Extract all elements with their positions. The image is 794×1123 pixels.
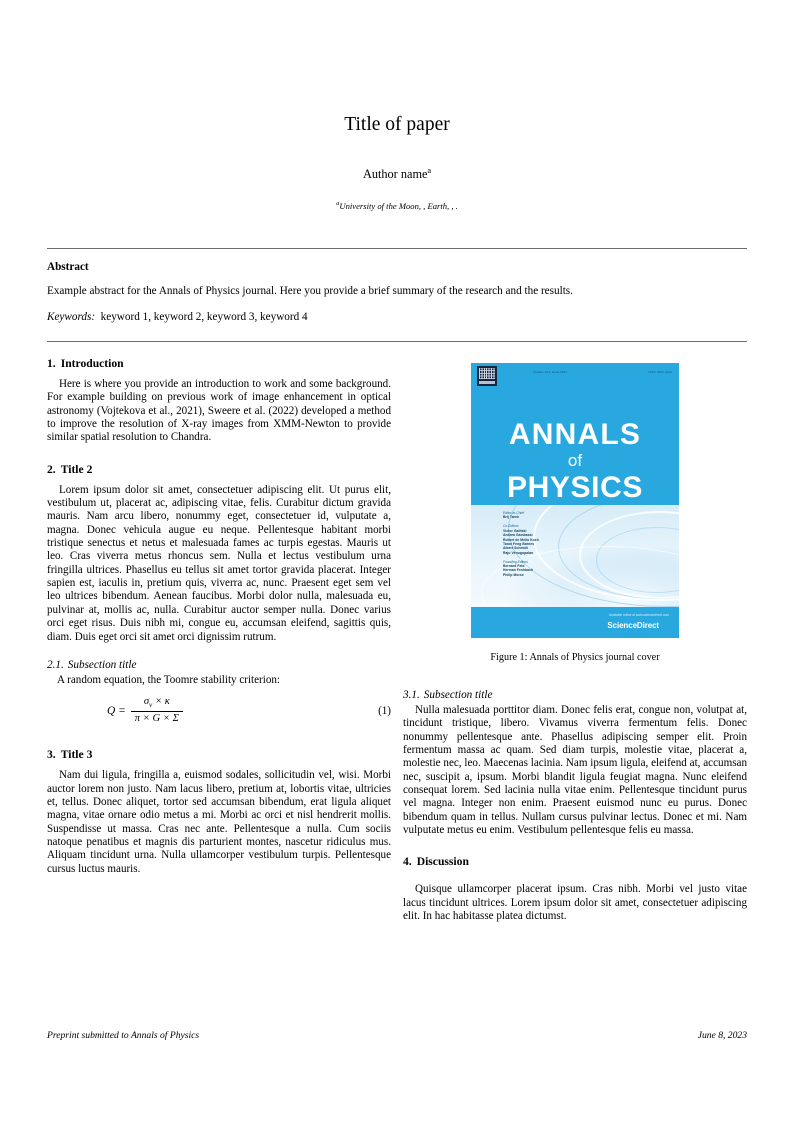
subsection-heading-3-1 [403, 688, 747, 702]
spacer [47, 445, 391, 463]
editor-group-label: Founding Editors [503, 559, 528, 564]
author-line [47, 166, 747, 182]
elsevier-tree-glyph [479, 368, 495, 379]
footer-left-text: Preprint submitted to Annals of Physics [47, 1030, 200, 1041]
editor-name: Brij Tarek [503, 515, 519, 520]
editor-name: Raju Venugopalan [503, 550, 534, 555]
sciencedirect-logo: ScienceDirect [607, 621, 659, 630]
paragraph-title2: Lorem ipsum dolor sit amet, consectetuer adipiscing elit. Ut purus elit, vestibulum ut, placerat ac, adipiscing vitae, felis. Curabitur dictum gravida mauris. Nam arcu libero, nonummy eget, consectetuer id, vulputate a, magna. Donec vehicula augue eu neque. Pellentesque habitant morbi tristique senectus et netus et malesuada fames ac turpis egestas. Mauris ut leo. Cras viverra metus rhoncus sem. Nulla et lectus vestibulum urna fringilla ultrices. Phasellus eu tellus sit amet tortor gravida placerat. Integer sapien est, iaculis in, pretium quis, viverra ac, nunc. Praesent eget sem vel leo ultrices bibendum. Aenean faucibus. Morbi dolor nulla, malesuada eu, pulvinar at, mollis ac, nulla. Curabitur auctor semper nulla. Donec varius orci eget risus. Duis nibh mi, congue eu, accumsan eleifend, sagittis quis, diam. Duis eget orci sit amet orci dignissim rutrum. [47, 483, 391, 643]
cover-title-line3: PHYSICS [507, 471, 643, 504]
editor-group-label: Editor-in-Chief [503, 511, 525, 515]
editor-group [503, 524, 539, 555]
editor-name: Philip Morse [503, 572, 524, 577]
right-column [403, 688, 747, 923]
spacer [47, 644, 391, 658]
section-heading-title3 [47, 748, 391, 762]
spacer [403, 837, 747, 855]
footer-right-date: June 8, 2023 [697, 1030, 747, 1041]
figure-block [403, 357, 747, 664]
cover-volume-text: Volume 452, Issue 2023 [533, 370, 568, 374]
spacer [403, 876, 747, 883]
affiliation-marker: a [336, 200, 340, 208]
spacer [47, 730, 391, 748]
equation-denominator: π × G × Σ [134, 712, 179, 724]
section-number: 2. [47, 462, 56, 476]
section-title: Title 2 [60, 462, 93, 476]
author-affiliation-marker: a [427, 166, 432, 175]
sigma-subscript: v [149, 700, 153, 710]
subsection-title: Subsection title [67, 658, 137, 671]
paragraph-title3: Nam dui ligula, fringilla a, euismod sodales, sollicitudin vel, wisi. Morbi auctor lorem non justo. Nam lacus libero, pretium at, lobortis vitae, ultricies et, tellus. Donec aliquet, tortor sed accumsan bibendum, erat ligula aliquet magna, vitae ornare odio metus a mi. Morbi ac orci et nisl hendrerit mollis. Suspendisse ut massa. Cras nec ante. Pellentesque a nulla. Cum sociis natoque penatibus et magnis dis parturient montes, nascetur ridiculus mus. Aliquam tincidunt urna. Nulla ullamcorper vestibulum turpis. Pellentesque cursus luctus mauris. [47, 769, 391, 875]
section-title: Introduction [60, 357, 124, 370]
title-block [47, 112, 747, 211]
subsection-number: 3.1. [403, 689, 420, 701]
cover-wave-graphic [471, 505, 679, 607]
section-heading-introduction [47, 357, 391, 371]
abstract-block [47, 261, 747, 323]
sigma-symbol: σ [143, 696, 150, 708]
editor-group [503, 511, 539, 520]
author-name: Author name [362, 167, 428, 182]
abstract-rule-top [47, 248, 747, 249]
cover-available-online-text: Available online at www.sciencedirect.com [609, 613, 669, 617]
section-number: 1. [47, 357, 56, 370]
elsevier-logo-icon [477, 366, 497, 386]
editor-name: Bernard Feld [503, 564, 525, 569]
figure-caption: Figure 1: Annals of Physics journal cover [490, 652, 660, 663]
cover-top-banner [471, 363, 679, 389]
abstract-heading: Abstract [47, 261, 89, 273]
keywords-line [47, 311, 747, 323]
page-footer [47, 1030, 747, 1041]
cover-title [471, 419, 679, 504]
subsection-heading-2-1 [47, 658, 391, 672]
cover-title-line1: ANNALS [508, 418, 642, 451]
left-column [47, 357, 391, 876]
editor-name: Tanoi Feng Barnes [503, 541, 535, 546]
equation-lhs: Q = [107, 704, 126, 717]
numerator-rest: × κ [154, 696, 170, 708]
editor-name: Robert de Mello Koch [503, 537, 539, 542]
page-title: Title of paper [344, 114, 450, 135]
subsection-title: Subsection title [423, 689, 493, 701]
affiliation-line [47, 200, 747, 211]
paragraph-subsection-2-1: A random equation, the Toomre stability criterion: [57, 673, 281, 686]
editor-group-label: Co-Editors [503, 524, 519, 529]
section-number: 3. [47, 748, 56, 762]
equation-expression [107, 696, 183, 725]
cover-bottom-banner [471, 607, 679, 638]
cover-issn-text: ISSN 0003-4916 [648, 370, 672, 374]
cover-title-line2: of [567, 451, 583, 470]
keywords-values: keyword 1, keyword 2, keyword 3, keyword 4 [100, 311, 308, 323]
subsection-number: 2.1. [47, 658, 64, 671]
editor-name: Andrea Gambassi [503, 533, 533, 538]
abstract-text: Example abstract for the Annals of Physics journal. Here you provide a brief summary of the research and the results. [47, 285, 573, 297]
cover-editor-list [503, 511, 539, 582]
editor-name: Albert Schmidt [503, 546, 528, 551]
cover-title-area [471, 389, 679, 505]
paragraph-subsection-3-1: Nulla malesuada porttitor diam. Donec felis erat, congue non, volutpat at, tincidunt tristique, libero. Vivamus viverra fermentum felis. Donec nonummy pellentesque ante. Phasellus adipiscing semper elit. Proin fermentum massa ac quam. Sed diam turpis, molestie vitae, placerat a, molestie nec, leo. Maecenas lacinia. Nam ipsum ligula, eleifend at, accumsan nec, suscipit a, ipsum. Morbi blandit ligula feugiat magna. Nunc eleifend consequat lorem. Sed lacinia nulla vitae enim. Pellentesque tincidunt purus vel magna. Integer non enim. Praesent euismod nunc eu purus. Donec bibendum quam in tellus. Nullam cursus pulvinar lectus. Donec et mi. Nam vulputate metus eu enim. Vestibulum pellentesque felis eu massa. [403, 704, 747, 837]
section-heading-discussion [403, 855, 747, 869]
elsevier-wordmark [479, 381, 495, 384]
equation-numerator [140, 696, 174, 711]
section-title: Discussion [416, 855, 469, 869]
affiliation-text: University of the Moon, , Earth, , . [339, 200, 458, 211]
journal-cover-image [471, 363, 679, 638]
editor-name: Victor Galitski [503, 528, 527, 533]
equation-number: (1) [378, 705, 391, 718]
abstract-rule-bottom [47, 341, 747, 342]
section-number: 4. [403, 855, 412, 869]
section-title: Title 3 [60, 748, 93, 762]
editor-name: Herman Feshbach [503, 568, 534, 573]
equation-1 [47, 696, 391, 730]
paragraph-introduction: Here is where you provide an introduction to work and some background. For example building on previous work of image enhancement in optical astronomy (Vojtekova et al., 2021), Sweere et al. (2022) developed a method to improve the resolution of X-ray images from XMM-Newton to provide similar spatial resolution to Chandra. [47, 378, 391, 444]
section-heading-title2 [47, 463, 391, 477]
keywords-label: Keywords: [47, 311, 96, 323]
paragraph-discussion: Quisque ullamcorper placerat ipsum. Cras nibh. Morbi vel justo vitae lacus tincidunt ultrices. Lorem ipsum dolor sit amet, consectetuer adipiscing elit. In hac habitasse platea dictumst. [403, 883, 747, 923]
equation-fraction [131, 696, 183, 725]
editor-group [503, 560, 539, 578]
